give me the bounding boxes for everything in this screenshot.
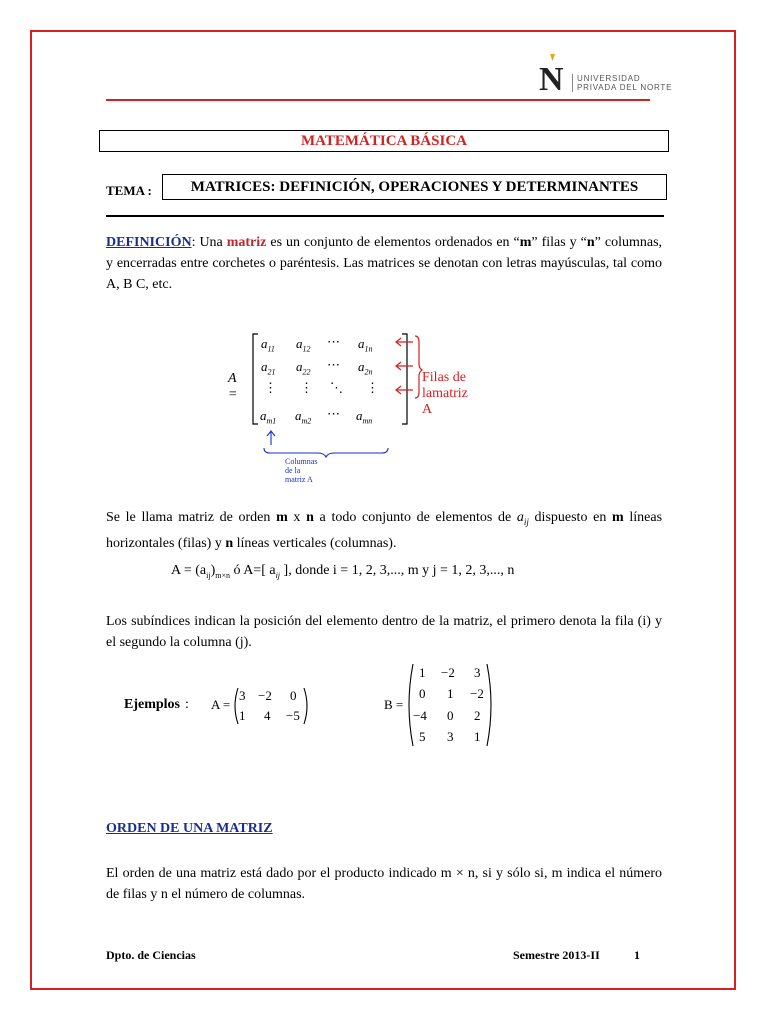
matrix-cell: $a_{11}$ — [261, 336, 275, 354]
matrix-a-cell: 1 — [239, 708, 246, 723]
matrix-b-cell: 3 — [447, 729, 454, 744]
matrix-b-cell: 2 — [474, 708, 481, 723]
def-text-2: es un conjunto de elementos ordenados en “ — [266, 235, 520, 250]
matrix-a-cell: −2 — [258, 688, 272, 703]
matrix-a-cell: 3 — [239, 688, 246, 703]
columns-label: Columnas de la matriz A — [285, 457, 318, 484]
notation-rest-sub: ij — [275, 570, 281, 580]
matrix-a-cell: 0 — [290, 688, 297, 703]
definition-paragraph — [106, 232, 662, 295]
matrix-a-label: A = — [211, 697, 231, 712]
row-arrows-icon — [393, 330, 423, 405]
section-rule — [106, 215, 664, 217]
matrix-cell: $a_{21}$ — [261, 359, 276, 377]
university-name — [572, 74, 672, 92]
matrix-cell: ⋱ — [330, 380, 343, 395]
kw-matriz: matriz — [226, 235, 267, 250]
svg-text:N: N — [539, 61, 564, 92]
matrix-cell: $a_{1n}$ — [358, 336, 373, 354]
examples-colon: : — [185, 697, 189, 712]
matrix-a-cell: 4 — [264, 708, 271, 723]
orden-paragraph: El orden de una matriz está dado por el producto indicado m × n, si y sólo si, m indica el número de filas y n el número de columnas. — [106, 866, 662, 902]
orden-heading: ORDEN DE UNA MATRIZ — [106, 821, 273, 836]
matrix-b-cell: 1 — [447, 686, 454, 701]
matrix-cell: $a_{mn}$ — [356, 408, 373, 426]
column-arrow-icon — [258, 428, 394, 458]
matrix-cell: $a_{m2}$ — [295, 408, 312, 426]
order-text-6: líneas verticales (columnas). — [233, 535, 397, 551]
tema-label: TEMA : — [106, 183, 152, 198]
university-logo-icon — [537, 52, 567, 92]
matrix-cell: ⋮ — [264, 380, 277, 395]
order-bold-n2: n — [225, 535, 234, 551]
def-text-3: ” filas y “ — [531, 235, 587, 250]
course-title: MATEMÁTICA BÁSICA — [99, 130, 669, 152]
header-rule — [106, 99, 650, 101]
matrix-cell: $a_{22}$ — [296, 359, 311, 377]
order-text-5: líneas horizontales (filas) y — [106, 510, 663, 551]
matrix-b-cell: 3 — [474, 665, 481, 680]
order-text-4: dispuesto en — [528, 510, 613, 525]
def-text-4: ” columnas, y encerradas entre corchetes o paréntesis. Las matrices se denotan con letras mayúsculas, tal como A, B C, etc. — [106, 235, 663, 292]
matrix-b-cell: 5 — [419, 729, 426, 744]
matrix-a-cell: −5 — [286, 708, 300, 723]
examples-label: Ejemplos — [124, 697, 180, 712]
matrix-b-cell: 0 — [419, 686, 426, 701]
matrix-b-cell: −2 — [441, 665, 455, 680]
matrix-cell: ⋮ — [366, 380, 379, 395]
footer-semester: Semestre 2013-II — [513, 948, 600, 962]
tema-title: MATRICES: DEFINICIÓN, OPERACIONES Y DETERMINANTES — [162, 174, 667, 200]
matrix-b-cell: −4 — [413, 708, 427, 723]
order-text-2: x — [287, 510, 307, 525]
notation-line: $A = (a_{ij})_{m\times n}$ ó A=[ $a_{ij}$ ], donde i = 1, 2, 3,..., m y j = 1, 2, 3,..., n — [171, 563, 515, 580]
subindices-paragraph: Los subíndices indican la posición del elemento dentro de la matriz, el primero denota la fila (i) y el segundo la columna (j). — [106, 614, 662, 650]
notation-tail: ], donde i = 1, 2, 3,..., m y j = 1, 2, 3,..., n — [280, 563, 515, 578]
matrix-b-cell: 0 — [447, 708, 454, 723]
order-text-1: Se le llama matriz de orden — [106, 510, 277, 525]
order-text-3: a todo conjunto de elementos de — [313, 510, 517, 525]
notation-sub: ij — [206, 570, 211, 580]
matrix-cell: ⋮ — [300, 380, 313, 395]
matrix-cell: $a_{12}$ — [296, 336, 311, 354]
logo-line-2: PRIVADA DEL NORTE — [577, 83, 673, 92]
matrix-cell: ⋯ — [327, 334, 340, 349]
definition-heading: DEFINICIÓN — [106, 235, 192, 250]
kw-n: n — [586, 235, 595, 250]
matrix-cell: $a_{2n}$ — [358, 359, 373, 377]
notation-lhs: A = (a — [171, 563, 207, 578]
order-bold-m: m — [276, 510, 288, 525]
order-bold-m2: m — [612, 510, 624, 525]
rows-label: Filas de lamatriz A — [422, 370, 468, 417]
kw-m: m — [519, 235, 532, 250]
order-bold-n: n — [306, 510, 314, 525]
matrix-b-cell: −2 — [470, 686, 484, 701]
matrix-b-cell: 1 — [419, 665, 426, 680]
def-text-1: : Una — [191, 235, 227, 250]
footer-department: Dpto. de Ciencias — [106, 948, 196, 962]
matrix-cell: ⋯ — [327, 357, 340, 372]
order-aij: $a_{ij}$ — [516, 510, 529, 527]
matrix-b-cell: 1 — [474, 729, 481, 744]
footer-page-number: 1 — [634, 948, 640, 962]
matrix-b-label: B = — [384, 697, 404, 712]
matrix-cell: $a_{m1}$ — [260, 408, 277, 426]
logo-line-1: UNIVERSIDAD — [577, 74, 641, 83]
matrix-cell: ⋯ — [327, 406, 340, 421]
notation-rest: ó A=[ a — [229, 563, 276, 578]
matrix-lhs: A = — [228, 371, 238, 402]
notation-dim: m×n — [215, 570, 230, 580]
order-paragraph — [106, 507, 662, 554]
